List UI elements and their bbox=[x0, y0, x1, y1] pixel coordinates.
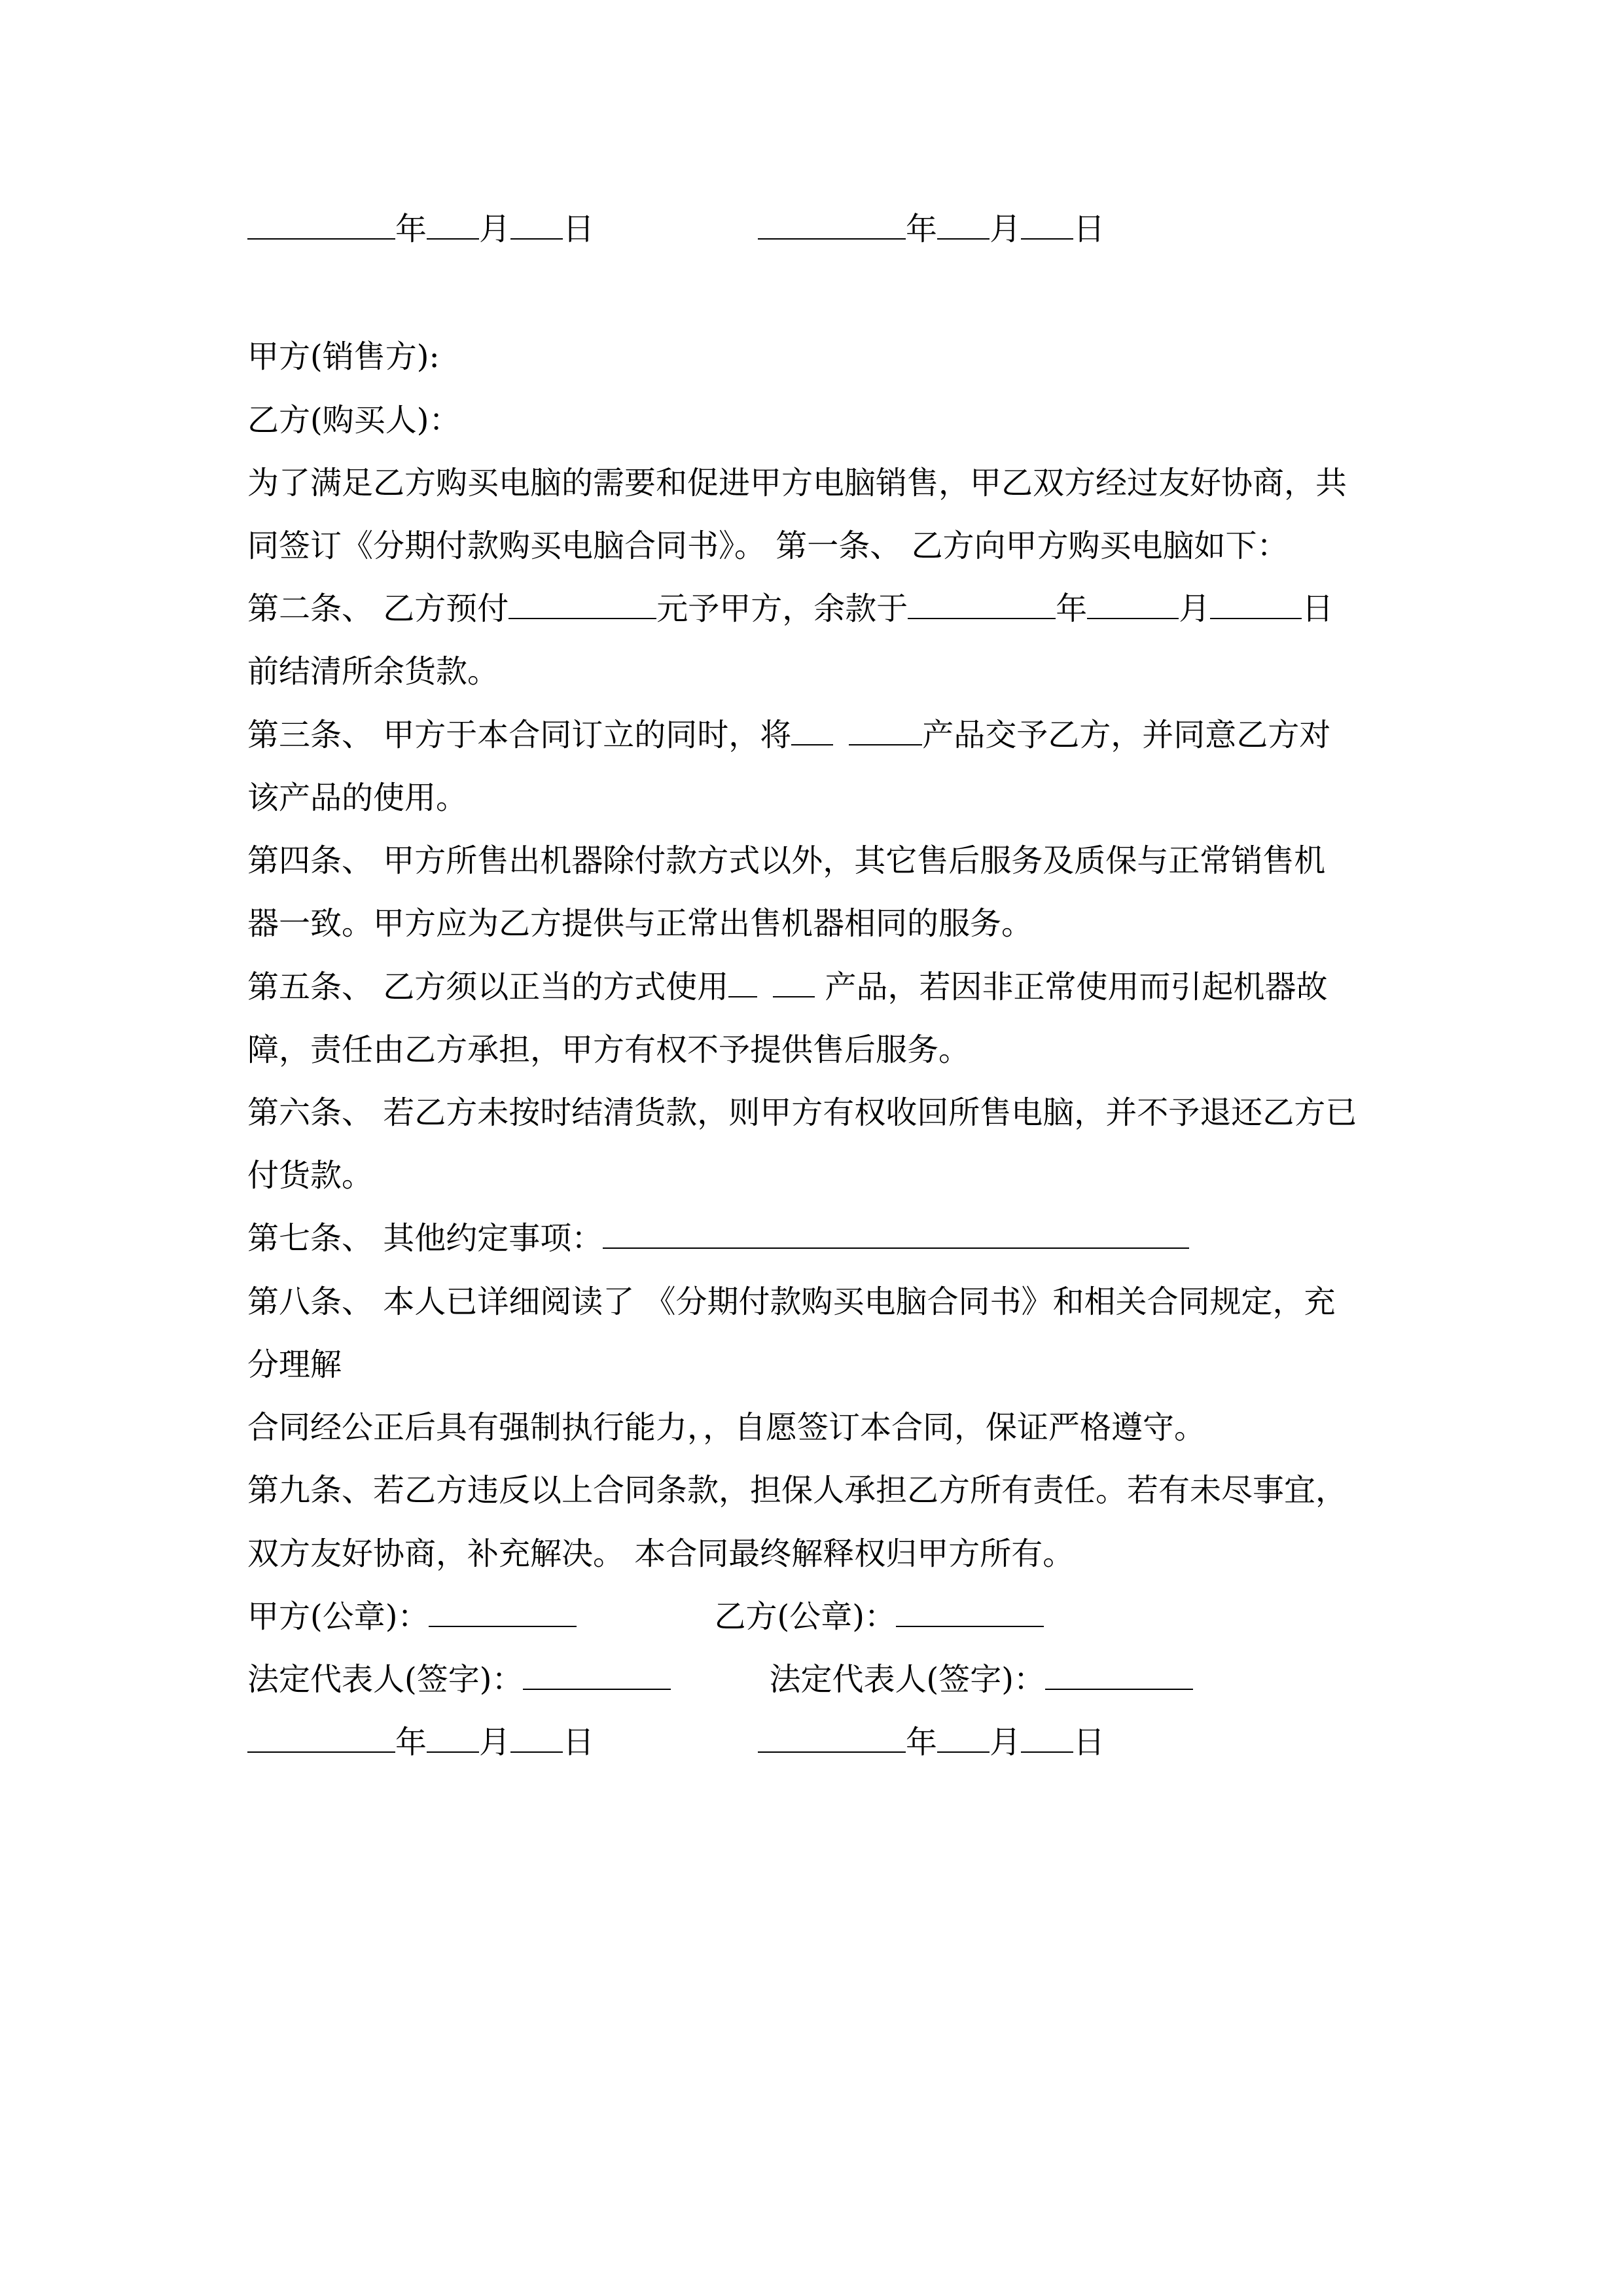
blank-day bbox=[510, 1723, 563, 1753]
blank-year bbox=[247, 209, 395, 240]
date-row-top bbox=[247, 209, 1105, 249]
date-month-label: 月 bbox=[479, 211, 511, 247]
date-day-label: 日 bbox=[1073, 1724, 1105, 1761]
blank-year bbox=[247, 1723, 395, 1753]
party-a-line: 甲方(销售方): bbox=[247, 338, 440, 375]
blank-year bbox=[908, 589, 1056, 619]
blank-month bbox=[937, 1723, 990, 1753]
date-month-label: 月 bbox=[990, 211, 1022, 247]
representative-row bbox=[247, 1660, 1193, 1699]
article-4-line-1: 第四条、 甲方所售出机器除付款方式以外，其它售后服务及质保与正常销售机 bbox=[247, 842, 1326, 879]
blank-month bbox=[1087, 589, 1179, 619]
blank-other-terms bbox=[603, 1219, 1189, 1249]
article-7-line: 第七条、 其他约定事项： bbox=[247, 1219, 1189, 1258]
party-b-line: 乙方(购买人)： bbox=[247, 402, 461, 439]
blank-year bbox=[758, 1723, 906, 1753]
blank-product bbox=[849, 715, 922, 745]
article-9-line-1: 第九条、若乙方违反以上合同条款，担保人承担乙方所有责任。若有未尽事宜， bbox=[247, 1472, 1347, 1509]
article-4-line-2: 器一致。甲方应为乙方提供与正常出售机器相同的服务。 bbox=[247, 905, 1033, 942]
article-3-line-1: 第三条、 甲方于本合同订立的同时，将 产品交予乙方，并同意乙方对 bbox=[247, 717, 1331, 753]
article-8-line-1: 第八条、 本人已详细阅读了 《分期付款购买电脑合同书》和相关合同规定，充 bbox=[247, 1283, 1336, 1320]
date-day-label: 日 bbox=[1073, 211, 1105, 247]
article-3-line-2: 该产品的使用。 bbox=[247, 780, 468, 816]
date-month-label: 月 bbox=[479, 1724, 511, 1761]
article-2-line-2: 前结清所余货款。 bbox=[247, 653, 499, 690]
blank-party-b-signature bbox=[1045, 1660, 1193, 1690]
blank-month bbox=[427, 1723, 479, 1753]
blank-day bbox=[510, 209, 563, 240]
article-5-line-1: 第五条、 乙方须以正当的方式使用 产品，若因非正常使用而引起机器故 bbox=[247, 969, 1328, 1005]
blank-month bbox=[427, 209, 479, 240]
blank-day bbox=[1021, 1723, 1073, 1753]
party-a-rep-label: 法定代表人(签字)： bbox=[247, 1661, 524, 1698]
article-5-line-2: 障，责任由乙方承担，甲方有权不予提供售后服务。 bbox=[247, 1031, 971, 1068]
blank-day bbox=[1210, 589, 1302, 619]
intro-line-1: 为了满足乙方购买电脑的需要和促进甲方电脑销售，甲乙双方经过友好协商，共 bbox=[247, 465, 1347, 501]
party-b-seal-label: 乙方(公章)： bbox=[714, 1598, 896, 1635]
article-2-line-1: 第二条、 乙方预付 元予甲方，余款于 年 月 日 bbox=[247, 590, 1334, 627]
blank-product bbox=[773, 967, 815, 997]
blank-day bbox=[1021, 209, 1073, 240]
intro-line-2: 同签订《分期付款购买电脑合同书》。 第一条、 乙方向甲方购买电脑如下： bbox=[247, 528, 1289, 564]
date-year-label: 年 bbox=[906, 211, 938, 247]
article-6-line-2: 付货款。 bbox=[247, 1157, 374, 1194]
seal-row bbox=[247, 1597, 1044, 1636]
date-day-label: 日 bbox=[563, 211, 595, 247]
article-8-line-3: 合同经公正后具有强制执行能力，，自愿签订本合同，保证严格遵守。 bbox=[247, 1409, 1206, 1446]
blank-product bbox=[728, 967, 757, 997]
date-month-label: 月 bbox=[990, 1724, 1022, 1761]
date-row-bottom bbox=[247, 1723, 1105, 1762]
article-8-line-2: 分理解 bbox=[247, 1346, 342, 1383]
date-year-label: 年 bbox=[395, 211, 427, 247]
article-9-line-2: 双方友好协商，补充解决。 本合同最终解释权归甲方所有。 bbox=[247, 1535, 1075, 1572]
party-b-rep-label: 法定代表人(签字)： bbox=[769, 1661, 1045, 1698]
date-year-label: 年 bbox=[395, 1724, 427, 1761]
blank-year bbox=[758, 209, 906, 240]
blank-prepayment bbox=[508, 589, 656, 619]
article-6-line-1: 第六条、 若乙方未按时结清货款，则甲方有权收回所售电脑，并不予退还乙方已 bbox=[247, 1094, 1357, 1131]
blank-month bbox=[937, 209, 990, 240]
date-day-label: 日 bbox=[563, 1724, 595, 1761]
blank-party-a-seal bbox=[429, 1597, 577, 1627]
party-a-seal-label: 甲方(公章)： bbox=[247, 1598, 429, 1635]
blank-party-a-signature bbox=[523, 1660, 671, 1690]
blank-product bbox=[791, 715, 833, 745]
blank-party-b-seal bbox=[896, 1597, 1044, 1627]
date-year-label: 年 bbox=[906, 1724, 938, 1761]
